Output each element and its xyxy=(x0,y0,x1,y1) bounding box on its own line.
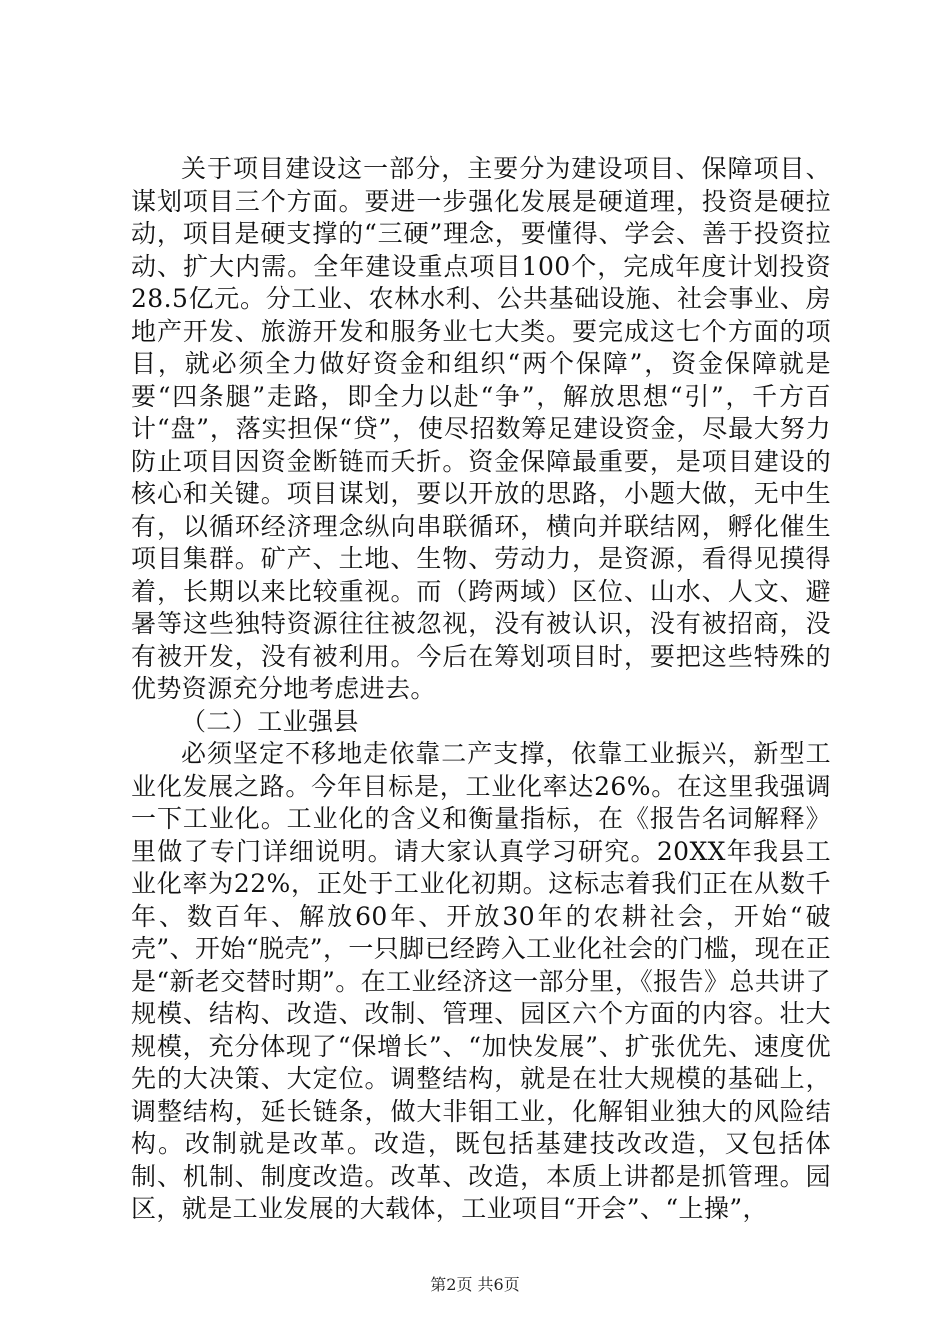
paragraph-project-construction: 关于项目建设这一部分，主要分为建设项目、保障项目、谋划项目三个方面。要进一步强化发展是硬道理，投资是硬拉动，项目是硬支撑的“三硬”理念，要懂得、学会、善于投资拉动、扩大内需。全年建设重点项目100个，完成年度计划投资28.5亿元。分工业、农林水利、公共基础设施、社会事业、房地产开发、旅游开发和服务业七大类。要完成这七个方面的项目，就必须全力做好资金和组织“两个保障”，资金保障就是要“四条腿”走路，即全力以赴“争”，解放思想“引”，千方百计“盘”，落实担保“贷”，使尽招数筹足建设资金，尽最大努力防止项目因资金断链而夭折。资金保障最重要，是项目建设的核心和关键。项目谋划，要以开放的思路，小题大做，无中生有，以循环经济理念纵向串联循环，横向并联结网，孵化催生项目集群。矿产、土地、生物、劳动力，是资源，看得见摸得着，长期以来比较重视。而（跨两域）区位、山水、人文、避暑等这些独特资源往往被忽视，没有被认识，没有被招商，没有被开发，没有被利用。今后在筹划项目时，要把这些特殊的优势资源充分地考虑进去。 xyxy=(131,154,831,703)
document-body xyxy=(131,153,831,1226)
section-heading-industry: （二）工业强县 xyxy=(181,706,359,736)
page-number-footer: 第2页 共6页 xyxy=(430,1275,520,1294)
paragraph-industrialization: 必须坚定不移地走依靠二产支撑，依靠工业振兴，新型工业化发展之路。今年目标是，工业化率达26%。在这里我强调一下工业化。工业化的含义和衡量指标，在《报告名词解释》里做了专门详细说明。请大家认真学习研究。20XX年我县工业化率为22%，正处于工业化初期。这标志着我们正在从数千年、数百年、解放60年、开放30年的农耕社会，开始“破壳”、开始“脱壳”，一只脚已经跨入工业化社会的门槛，现在正是“新老交替时期”。在工业经济这一部分里，《报告》总共讲了规模、结构、改造、改制、管理、园区六个方面的内容。壮大规模，充分体现了“保增长”、“加快发展”、扩张优先、速度优先的大决策、大定位。调整结构，就是在壮大规模的基础上，调整结构，延长链条，做大非钼工业，化解钼业独大的风险结构。改制就是改革。改造，既包括基建技改改造，又包括体制、机制、制度改造。改革、改造，本质上讲都是抓管理。园区，就是工业发展的大载体，工业项目“开会”、“上操”， xyxy=(131,739,831,1223)
